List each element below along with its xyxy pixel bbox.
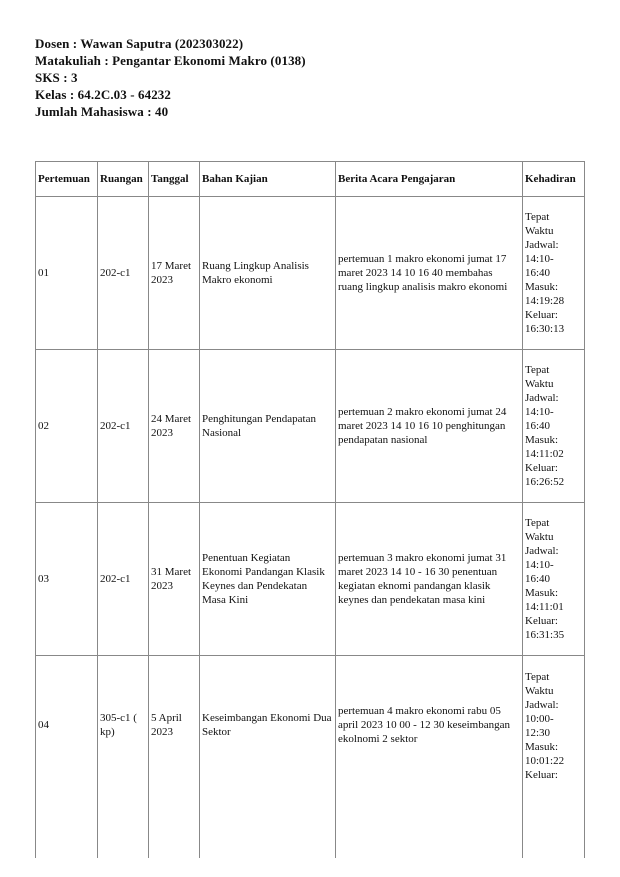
kehadiran-line: Waktu: [525, 378, 554, 390]
kehadiran-line: Masuk:: [525, 587, 558, 599]
class-line: Kelas : 64.2C.03 - 64232: [35, 87, 171, 102]
cell-bahan-kajian: Penentuan Kegiatan Ekonomi Pandangan Klasik Keynes dan Pendekatan Masa Kini: [200, 503, 336, 656]
kehadiran-line: Waktu: [525, 685, 554, 697]
kehadiran-line: Keluar:: [525, 309, 558, 321]
cell-tanggal: 17 Maret 2023: [149, 197, 200, 350]
kehadiran-line: 10:00-: [525, 713, 554, 725]
kehadiran-line: 16:40: [525, 420, 551, 432]
cell-berita-acara: pertemuan 3 makro ekonomi jumat 31 maret 2023 14 10 - 16 30 penentuan kegiatan eknomi pandangan klasik keynes dan pendekatan masa kini: [336, 503, 523, 656]
lecturer-line: Dosen : Wawan Saputra (202303022): [35, 36, 244, 51]
col-header-tanggal: Tanggal: [149, 162, 200, 197]
kehadiran-line: 16:31:35: [525, 629, 565, 641]
kehadiran-line: Tepat: [525, 211, 550, 223]
kehadiran-line: Waktu: [525, 531, 554, 543]
kehadiran-line: 14:10-: [525, 406, 554, 418]
cell-kehadiran: [523, 197, 585, 350]
cell-berita-acara: pertemuan 1 makro ekonomi jumat 17 maret 2023 14 10 16 40 membahas ruang lingkup analisis makro ekonomi: [336, 197, 523, 350]
course-line: Matakuliah : Pengantar Ekonomi Makro (0138): [35, 53, 306, 68]
cell-kehadiran: [523, 656, 585, 859]
kehadiran-line: 16:40: [525, 573, 551, 585]
cell-berita-acara: pertemuan 4 makro ekonomi rabu 05 april 2023 10 00 - 12 30 keseimbangan ekolnomi 2 sektor: [336, 656, 523, 859]
kehadiran-line: 14:11:02: [525, 448, 564, 460]
attendance-table: [35, 161, 585, 858]
kehadiran-line: Jadwal:: [525, 699, 559, 711]
table-header-row: [36, 162, 585, 197]
cell-kehadiran: [523, 503, 585, 656]
kehadiran-line: Keluar:: [525, 615, 558, 627]
cell-bahan-kajian: Keseimbangan Ekonomi Dua Sektor: [200, 656, 336, 859]
kehadiran-line: Tepat: [525, 671, 550, 683]
kehadiran-line: Jadwal:: [525, 392, 559, 404]
cell-pertemuan: 02: [36, 350, 98, 503]
kehadiran-line: Waktu: [525, 225, 554, 237]
table-row: [36, 197, 585, 350]
cell-ruangan: 202-c1: [98, 197, 149, 350]
kehadiran-line: Tepat: [525, 517, 550, 529]
cell-kehadiran: [523, 350, 585, 503]
col-header-bahan-kajian: Bahan Kajian: [200, 162, 336, 197]
cell-pertemuan: 03: [36, 503, 98, 656]
kehadiran-line: Masuk:: [525, 741, 558, 753]
kehadiran-line: 14:10-: [525, 253, 554, 265]
course-header: [35, 35, 306, 120]
kehadiran-line: Jadwal:: [525, 545, 559, 557]
credits-line: SKS : 3: [35, 70, 78, 85]
kehadiran-line: 14:10-: [525, 559, 554, 571]
cell-pertemuan: 04: [36, 656, 98, 859]
table-row: [36, 656, 585, 859]
kehadiran-line: 16:26:52: [525, 476, 565, 488]
col-header-pertemuan: Pertemuan: [36, 162, 98, 197]
cell-ruangan: 305-c1 ( kp): [98, 656, 149, 859]
col-header-ruangan: Ruangan: [98, 162, 149, 197]
cell-ruangan: 202-c1: [98, 503, 149, 656]
cell-tanggal: 31 Maret 2023: [149, 503, 200, 656]
col-header-kehadiran: Kehadiran: [523, 162, 585, 197]
kehadiran-line: Keluar:: [525, 769, 558, 781]
kehadiran-line: 14:11:01: [525, 601, 564, 613]
student-count-line: Jumlah Mahasiswa : 40: [35, 104, 169, 119]
kehadiran-line: 10:01:22: [525, 755, 565, 767]
cell-ruangan: 202-c1: [98, 350, 149, 503]
kehadiran-line: 12:30: [525, 727, 551, 739]
kehadiran-line: Jadwal:: [525, 239, 559, 251]
cell-pertemuan: 01: [36, 197, 98, 350]
cell-tanggal: 5 April 2023: [149, 656, 200, 859]
kehadiran-line: Masuk:: [525, 281, 558, 293]
kehadiran-line: 16:30:13: [525, 323, 565, 335]
cell-bahan-kajian: Penghitungan Pendapatan Nasional: [200, 350, 336, 503]
table-row: [36, 350, 585, 503]
kehadiran-line: Keluar:: [525, 462, 558, 474]
col-header-berita-acara: Berita Acara Pengajaran: [336, 162, 523, 197]
kehadiran-line: 16:40: [525, 267, 551, 279]
kehadiran-line: 14:19:28: [525, 295, 565, 307]
kehadiran-line: Masuk:: [525, 434, 558, 446]
cell-bahan-kajian: Ruang Lingkup Analisis Makro ekonomi: [200, 197, 336, 350]
cell-berita-acara: pertemuan 2 makro ekonomi jumat 24 maret 2023 14 10 16 10 penghitungan pendapatan nasional: [336, 350, 523, 503]
table-row: [36, 503, 585, 656]
kehadiran-line: Tepat: [525, 364, 550, 376]
cell-tanggal: 24 Maret 2023: [149, 350, 200, 503]
